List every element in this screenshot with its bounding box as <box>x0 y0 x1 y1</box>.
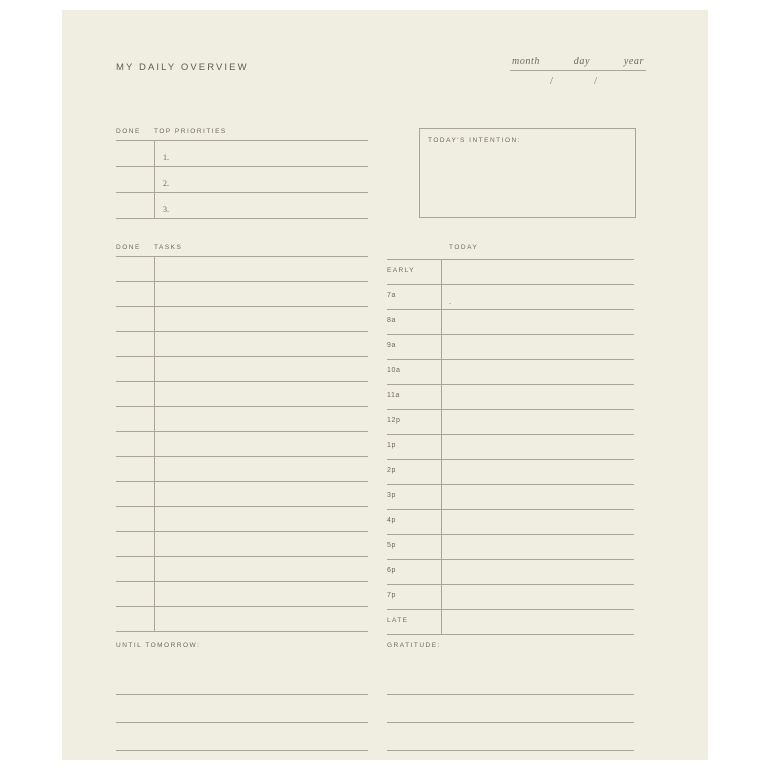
schedule-section <box>387 244 634 635</box>
task-divider <box>154 607 155 631</box>
task-divider <box>154 257 155 281</box>
schedule-row[interactable] <box>387 285 634 310</box>
schedule-divider <box>441 435 442 459</box>
priority-number: 2. <box>163 179 169 188</box>
until-tomorrow-lines <box>116 667 368 751</box>
until-tomorrow-line[interactable] <box>116 667 368 695</box>
gratitude-line[interactable] <box>387 723 634 751</box>
task-divider <box>154 507 155 531</box>
month-label: month <box>512 56 540 67</box>
schedule-divider <box>441 260 442 284</box>
task-row[interactable] <box>116 407 368 432</box>
schedule-divider <box>441 410 442 434</box>
task-divider <box>154 482 155 506</box>
schedule-hour-label: EARLY <box>387 267 415 274</box>
until-tomorrow-line[interactable] <box>116 723 368 751</box>
top-priorities-section <box>116 128 368 219</box>
schedule-hour-label: 7a <box>387 292 396 299</box>
task-divider <box>154 432 155 456</box>
task-row[interactable] <box>116 282 368 307</box>
gratitude-heading: GRATITUDE: <box>387 642 441 649</box>
task-divider <box>154 557 155 581</box>
tasks-row-list <box>116 257 368 632</box>
priorities-done-label: DONE <box>116 128 141 135</box>
schedule-hour-label: LATE <box>387 617 409 624</box>
task-divider <box>154 457 155 481</box>
schedule-row[interactable] <box>387 460 634 485</box>
priority-row[interactable] <box>116 193 368 219</box>
until-tomorrow-section <box>116 642 368 751</box>
schedule-divider <box>441 335 442 359</box>
schedule-row[interactable] <box>387 260 634 285</box>
task-row[interactable] <box>116 457 368 482</box>
schedule-hour-label: 6p <box>387 567 396 574</box>
task-row[interactable] <box>116 582 368 607</box>
schedule-row[interactable] <box>387 585 634 610</box>
task-row[interactable] <box>116 257 368 282</box>
schedule-row[interactable] <box>387 335 634 360</box>
schedule-row[interactable] <box>387 610 634 635</box>
schedule-row[interactable] <box>387 535 634 560</box>
schedule-hour-label: 4p <box>387 517 396 524</box>
task-divider <box>154 532 155 556</box>
tasks-section <box>116 244 368 632</box>
gratitude-lines <box>387 667 634 751</box>
task-row[interactable] <box>116 557 368 582</box>
date-field-group[interactable] <box>510 56 646 93</box>
gratitude-section <box>387 642 634 751</box>
gratitude-line[interactable] <box>387 695 634 723</box>
tasks-header <box>116 244 368 257</box>
priority-row[interactable] <box>116 167 368 193</box>
task-row[interactable] <box>116 307 368 332</box>
task-divider <box>154 282 155 306</box>
schedule-row[interactable] <box>387 360 634 385</box>
intention-heading: TODAY'S INTENTION: <box>428 137 522 144</box>
task-row[interactable] <box>116 532 368 557</box>
planner-page <box>62 10 708 760</box>
task-row[interactable] <box>116 357 368 382</box>
schedule-entry-mark: . <box>449 297 452 306</box>
schedule-hour-label: 2p <box>387 467 396 474</box>
todays-intention-box[interactable] <box>419 128 636 218</box>
page-title: MY DAILY OVERVIEW <box>116 62 249 73</box>
schedule-hour-label: 9a <box>387 342 396 349</box>
tasks-done-label: DONE <box>116 244 141 251</box>
priority-divider <box>154 193 155 218</box>
task-row[interactable] <box>116 607 368 632</box>
task-row[interactable] <box>116 382 368 407</box>
task-row[interactable] <box>116 482 368 507</box>
schedule-row[interactable] <box>387 485 634 510</box>
date-entry-line[interactable] <box>510 71 646 93</box>
schedule-row[interactable] <box>387 410 634 435</box>
schedule-hour-label: 11a <box>387 392 400 399</box>
task-divider <box>154 582 155 606</box>
schedule-hour-label: 8a <box>387 317 396 324</box>
date-slash-1: / <box>550 75 554 87</box>
schedule-row[interactable] <box>387 310 634 335</box>
schedule-divider <box>441 460 442 484</box>
schedule-hour-label: 7p <box>387 592 396 599</box>
schedule-hour-label: 3p <box>387 492 396 499</box>
task-row[interactable] <box>116 332 368 357</box>
priority-divider <box>154 141 155 166</box>
schedule-divider <box>441 535 442 559</box>
schedule-hour-label: 5p <box>387 542 396 549</box>
day-label: day <box>573 56 591 67</box>
task-divider <box>154 332 155 356</box>
schedule-row-list <box>387 260 634 635</box>
year-label: year <box>623 56 644 67</box>
date-slash-2: / <box>594 75 598 87</box>
schedule-hour-label: 1p <box>387 442 396 449</box>
schedule-divider <box>441 385 442 409</box>
schedule-header <box>387 244 634 260</box>
schedule-divider <box>441 310 442 334</box>
until-tomorrow-line[interactable] <box>116 695 368 723</box>
schedule-row[interactable] <box>387 385 634 410</box>
priority-number: 1. <box>163 153 169 162</box>
task-divider <box>154 407 155 431</box>
task-row[interactable] <box>116 507 368 532</box>
schedule-divider <box>441 585 442 609</box>
priority-row[interactable] <box>116 141 368 167</box>
schedule-row[interactable] <box>387 435 634 460</box>
schedule-divider <box>441 610 442 634</box>
schedule-hour-label: 10a <box>387 367 401 374</box>
schedule-divider <box>441 485 442 509</box>
schedule-divider <box>441 510 442 534</box>
schedule-divider <box>441 285 442 309</box>
gratitude-line[interactable] <box>387 667 634 695</box>
schedule-divider <box>441 360 442 384</box>
schedule-divider <box>441 560 442 584</box>
priority-divider <box>154 167 155 192</box>
schedule-hour-label: 12p <box>387 417 401 424</box>
date-labels <box>510 56 646 70</box>
task-divider <box>154 357 155 381</box>
until-tomorrow-heading: UNTIL TOMORROW: <box>116 642 201 649</box>
task-divider <box>154 307 155 331</box>
task-divider <box>154 382 155 406</box>
task-row[interactable] <box>116 432 368 457</box>
priorities-heading: TOP PRIORITIES <box>154 128 227 135</box>
schedule-row[interactable] <box>387 560 634 585</box>
schedule-heading: TODAY <box>449 244 479 251</box>
priority-number: 3. <box>163 205 169 214</box>
priorities-header <box>116 128 368 141</box>
tasks-heading: TASKS <box>154 244 183 251</box>
schedule-row[interactable] <box>387 510 634 535</box>
